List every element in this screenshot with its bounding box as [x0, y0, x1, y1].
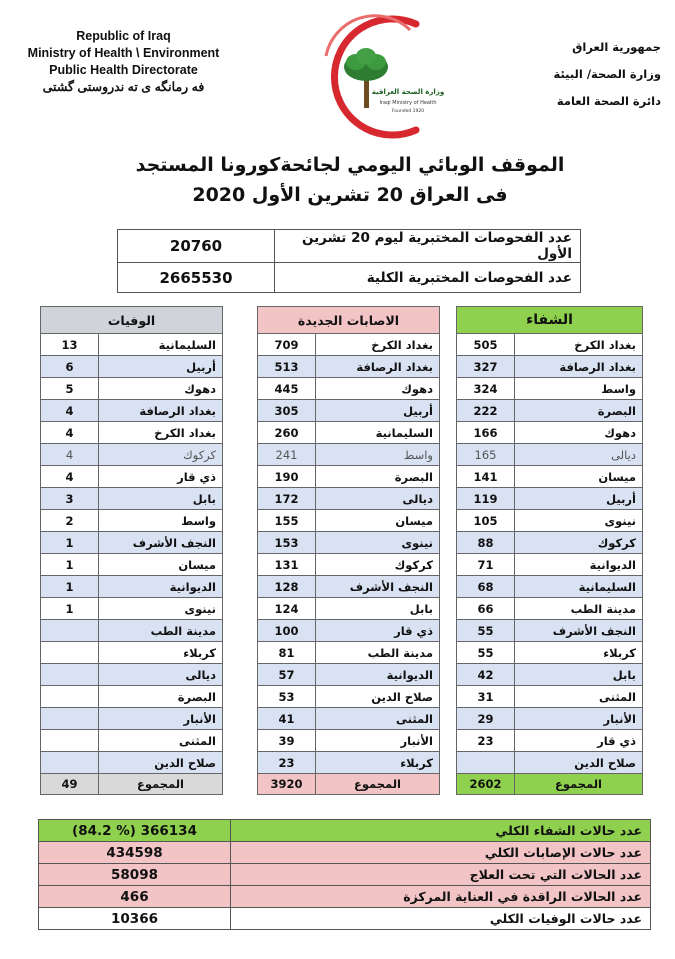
cases-count-cell: 41 — [258, 708, 316, 730]
summary-value: (84.2 %) 366134 — [39, 820, 231, 842]
table-row — [258, 642, 440, 664]
summary-label: عدد الحالات التي تحت العلاج — [231, 864, 651, 886]
recoveries-count-cell: 66 — [457, 598, 515, 620]
cases-count-cell: 131 — [258, 554, 316, 576]
deaths-province-cell: ذي قار — [99, 466, 223, 488]
cases-province-cell: كركوك — [316, 554, 440, 576]
tests-daily-value: 20760 — [118, 230, 275, 263]
recoveries-province-cell: الأنبار — [515, 708, 643, 730]
table-row — [41, 708, 223, 730]
summary-row — [39, 842, 651, 864]
cases-count-cell: 128 — [258, 576, 316, 598]
recoveries-province-cell: بغداد الرصافة — [515, 356, 643, 378]
deaths-count-cell: 1 — [41, 554, 99, 576]
new-cases-table — [257, 306, 440, 795]
table-row — [457, 422, 643, 444]
deaths-count-cell — [41, 620, 99, 642]
table-row — [258, 378, 440, 400]
cases-count-cell: 153 — [258, 532, 316, 554]
deaths-total-label: المجموع — [99, 774, 223, 795]
recoveries-province-cell: واسط — [515, 378, 643, 400]
logo-english-text: Iraqi Ministry of Health — [379, 100, 437, 106]
cases-count-cell: 305 — [258, 400, 316, 422]
deaths-province-cell: أربيل — [99, 356, 223, 378]
cases-header-row — [258, 307, 440, 334]
cases-province-cell: بغداد الكرخ — [316, 334, 440, 356]
recoveries-total-value: 2602 — [457, 774, 515, 795]
cases-province-cell: بغداد الرصافة — [316, 356, 440, 378]
recoveries-count-cell: 88 — [457, 532, 515, 554]
deaths-total-row — [41, 774, 223, 795]
table-row — [457, 664, 643, 686]
logo-arabic-text: وزارة الصحة العراقية — [371, 88, 445, 96]
deaths-province-cell: صلاح الدين — [99, 752, 223, 774]
table-row — [457, 510, 643, 532]
recoveries-count-cell: 71 — [457, 554, 515, 576]
table-row — [258, 466, 440, 488]
deaths-count-cell: 2 — [41, 510, 99, 532]
recoveries-province-cell: ديالى — [515, 444, 643, 466]
deaths-province-cell: دهوك — [99, 378, 223, 400]
table-row — [258, 598, 440, 620]
deaths-count-cell: 4 — [41, 400, 99, 422]
deaths-count-cell: 13 — [41, 334, 99, 356]
table-row — [258, 444, 440, 466]
recoveries-count-cell: 31 — [457, 686, 515, 708]
cases-total-label: المجموع — [316, 774, 440, 795]
deaths-province-cell: كربلاء — [99, 642, 223, 664]
recoveries-table — [456, 306, 643, 795]
table-row — [258, 554, 440, 576]
recoveries-province-cell: صلاح الدين — [515, 752, 643, 774]
report-title-line-2: فى العراق 20 تشرين الأول 2020 — [192, 184, 508, 206]
deaths-count-cell: 5 — [41, 378, 99, 400]
header-left — [6, 28, 241, 96]
cases-province-cell: نينوى — [316, 532, 440, 554]
table-row — [457, 708, 643, 730]
deaths-province-cell: البصرة — [99, 686, 223, 708]
recoveries-count-cell: 505 — [457, 334, 515, 356]
recoveries-count-cell: 222 — [457, 400, 515, 422]
deaths-total-value: 49 — [41, 774, 99, 795]
recoveries-count-cell: 29 — [457, 708, 515, 730]
header-right-line-2: وزارة الصحة/ البيئة — [553, 67, 661, 81]
recoveries-province-cell: دهوك — [515, 422, 643, 444]
header-right — [511, 34, 661, 115]
header-right-line-1: جمهورية العراق — [572, 40, 661, 54]
table-row — [41, 752, 223, 774]
table-row — [457, 532, 643, 554]
header-left-line-2: Ministry of Health \ Environment — [27, 46, 220, 60]
table-row — [258, 356, 440, 378]
table-row — [41, 598, 223, 620]
recoveries-province-cell: نينوى — [515, 510, 643, 532]
table-row — [41, 510, 223, 532]
recoveries-province-cell: بغداد الكرخ — [515, 334, 643, 356]
table-row — [457, 576, 643, 598]
deaths-province-cell: السليمانية — [99, 334, 223, 356]
deaths-province-cell: الأنبار — [99, 708, 223, 730]
summary-row — [39, 886, 651, 908]
cases-province-cell: البصرة — [316, 466, 440, 488]
table-row — [41, 334, 223, 356]
recoveries-count-cell: 324 — [457, 378, 515, 400]
table-row — [41, 356, 223, 378]
deaths-count-cell — [41, 752, 99, 774]
table-row — [41, 400, 223, 422]
tests-daily-label: عدد الفحوصات المختبرية ليوم 20 تشرين الأول — [275, 230, 581, 263]
summary-value: 466 — [39, 886, 231, 908]
deaths-province-cell: المثنى — [99, 730, 223, 752]
cases-province-cell: دهوك — [316, 378, 440, 400]
summary-row — [39, 820, 651, 842]
deaths-province-cell: النجف الأشرف — [99, 532, 223, 554]
table-row — [41, 466, 223, 488]
recoveries-province-cell: السليمانية — [515, 576, 643, 598]
cases-province-cell: النجف الأشرف — [316, 576, 440, 598]
deaths-count-cell: 3 — [41, 488, 99, 510]
cases-province-cell: واسط — [316, 444, 440, 466]
table-row — [258, 532, 440, 554]
cases-count-cell: 53 — [258, 686, 316, 708]
recoveries-province-cell: مدينة الطب — [515, 598, 643, 620]
recoveries-province-cell: كربلاء — [515, 642, 643, 664]
table-row — [41, 686, 223, 708]
report-title-line-1: الموقف الوبائي اليومي لجائحةكورونا المستجد — [135, 154, 565, 176]
cases-count-cell: 260 — [258, 422, 316, 444]
deaths-count-cell — [41, 708, 99, 730]
recoveries-count-cell: 105 — [457, 510, 515, 532]
recoveries-count-cell: 166 — [457, 422, 515, 444]
cases-province-cell: الديوانية — [316, 664, 440, 686]
recoveries-count-cell: 119 — [457, 488, 515, 510]
cases-count-cell: 709 — [258, 334, 316, 356]
header-right-line-3: دائرة الصحة العامة — [556, 94, 661, 108]
table-row — [41, 488, 223, 510]
cases-province-cell: ذي قار — [316, 620, 440, 642]
recoveries-province-cell: بابل — [515, 664, 643, 686]
header-left-line-4: فه رمانگه ى ته ندروستى گشتى — [42, 80, 205, 94]
recoveries-count-cell — [457, 752, 515, 774]
cases-count-cell: 124 — [258, 598, 316, 620]
header-left-line-3: Public Health Directorate — [49, 63, 198, 77]
deaths-table — [40, 306, 223, 795]
recoveries-province-cell: ميسان — [515, 466, 643, 488]
cases-count-cell: 155 — [258, 510, 316, 532]
ministry-logo — [298, 12, 448, 142]
ministry-logo-icon — [298, 12, 448, 142]
deaths-header-row — [41, 307, 223, 334]
cases-province-cell: أربيل — [316, 400, 440, 422]
recoveries-count-cell: 327 — [457, 356, 515, 378]
summary-value: 434598 — [39, 842, 231, 864]
tests-daily-row — [118, 230, 581, 263]
report-title — [120, 150, 580, 210]
table-row — [258, 708, 440, 730]
cases-province-cell: صلاح الدين — [316, 686, 440, 708]
cases-count-cell: 241 — [258, 444, 316, 466]
cases-count-cell: 57 — [258, 664, 316, 686]
table-row — [457, 400, 643, 422]
deaths-province-cell: الديوانية — [99, 576, 223, 598]
cases-count-cell: 100 — [258, 620, 316, 642]
cases-province-cell: ميسان — [316, 510, 440, 532]
table-row — [457, 752, 643, 774]
tests-total-label: عدد الفحوصات المختبرية الكلية — [275, 263, 581, 293]
tests-total-row — [118, 263, 581, 293]
recoveries-total-row — [457, 774, 643, 795]
cases-province-cell: بابل — [316, 598, 440, 620]
recoveries-province-cell: أربيل — [515, 488, 643, 510]
cases-total-value: 3920 — [258, 774, 316, 795]
cases-count-cell: 445 — [258, 378, 316, 400]
recoveries-header: الشفاء — [457, 307, 643, 334]
deaths-province-cell: واسط — [99, 510, 223, 532]
cases-province-cell: ديالى — [316, 488, 440, 510]
summary-label: عدد الحالات الراقدة في العناية المركزة — [231, 886, 651, 908]
table-row — [41, 620, 223, 642]
recoveries-header-row — [457, 307, 643, 334]
deaths-province-cell: كركوك — [99, 444, 223, 466]
cases-province-cell: كربلاء — [316, 752, 440, 774]
tests-total-value: 2665530 — [118, 263, 275, 293]
summary-row — [39, 864, 651, 886]
deaths-count-cell: 6 — [41, 356, 99, 378]
deaths-count-cell: 4 — [41, 444, 99, 466]
table-row — [457, 444, 643, 466]
table-row — [258, 664, 440, 686]
summary-label: عدد حالات الإصابات الكلي — [231, 842, 651, 864]
table-row — [258, 752, 440, 774]
deaths-province-cell: نينوى — [99, 598, 223, 620]
table-row — [258, 510, 440, 532]
summary-row — [39, 908, 651, 930]
table-row — [41, 444, 223, 466]
summary-value: 10366 — [39, 908, 231, 930]
cases-count-cell: 190 — [258, 466, 316, 488]
table-row — [41, 554, 223, 576]
recoveries-count-cell: 23 — [457, 730, 515, 752]
cases-province-cell: المثنى — [316, 708, 440, 730]
deaths-province-cell: بابل — [99, 488, 223, 510]
cases-province-cell: مدينة الطب — [316, 642, 440, 664]
table-row — [457, 466, 643, 488]
table-row — [258, 686, 440, 708]
summary-label: عدد حالات الوفيات الكلي — [231, 908, 651, 930]
table-row — [457, 598, 643, 620]
table-row — [457, 378, 643, 400]
recoveries-province-cell: النجف الأشرف — [515, 620, 643, 642]
deaths-header: الوفيات — [41, 307, 223, 334]
deaths-count-cell — [41, 664, 99, 686]
table-row — [258, 488, 440, 510]
deaths-count-cell — [41, 686, 99, 708]
table-row — [41, 642, 223, 664]
deaths-count-cell: 1 — [41, 576, 99, 598]
cases-count-cell: 23 — [258, 752, 316, 774]
table-row — [258, 620, 440, 642]
recoveries-province-cell: الديوانية — [515, 554, 643, 576]
table-row — [457, 686, 643, 708]
table-row — [41, 532, 223, 554]
deaths-count-cell: 1 — [41, 598, 99, 620]
recoveries-count-cell: 55 — [457, 642, 515, 664]
cases-count-cell: 172 — [258, 488, 316, 510]
summary-label: عدد حالات الشفاء الكلي — [231, 820, 651, 842]
recoveries-province-cell: ذي قار — [515, 730, 643, 752]
table-row — [258, 334, 440, 356]
deaths-count-cell — [41, 642, 99, 664]
table-row — [258, 400, 440, 422]
recoveries-province-cell: البصرة — [515, 400, 643, 422]
deaths-count-cell: 4 — [41, 466, 99, 488]
recoveries-count-cell: 165 — [457, 444, 515, 466]
cases-province-cell: الأنبار — [316, 730, 440, 752]
table-row — [258, 730, 440, 752]
table-row — [41, 730, 223, 752]
recoveries-count-cell: 68 — [457, 576, 515, 598]
table-row — [457, 356, 643, 378]
table-row — [41, 664, 223, 686]
deaths-province-cell: ميسان — [99, 554, 223, 576]
table-row — [41, 422, 223, 444]
deaths-count-cell: 4 — [41, 422, 99, 444]
table-row — [457, 488, 643, 510]
header-left-line-1: Republic of Iraq — [76, 29, 171, 43]
table-row — [457, 730, 643, 752]
recoveries-count-cell: 55 — [457, 620, 515, 642]
recoveries-province-cell: المثنى — [515, 686, 643, 708]
table-row — [457, 620, 643, 642]
deaths-count-cell: 1 — [41, 532, 99, 554]
table-row — [457, 642, 643, 664]
summary-value: 58098 — [39, 864, 231, 886]
table-row — [258, 422, 440, 444]
recoveries-total-label: المجموع — [515, 774, 643, 795]
cases-count-cell: 39 — [258, 730, 316, 752]
cases-total-row — [258, 774, 440, 795]
table-row — [457, 334, 643, 356]
table-row — [41, 576, 223, 598]
table-row — [41, 378, 223, 400]
recoveries-province-cell: كركوك — [515, 532, 643, 554]
deaths-province-cell: بغداد الرصافة — [99, 400, 223, 422]
logo-founded-text: Founded 1920 — [391, 109, 425, 114]
recoveries-count-cell: 42 — [457, 664, 515, 686]
cases-province-cell: السليمانية — [316, 422, 440, 444]
cases-count-cell: 81 — [258, 642, 316, 664]
deaths-province-cell: ديالى — [99, 664, 223, 686]
table-row — [457, 554, 643, 576]
table-row — [258, 576, 440, 598]
deaths-province-cell: بغداد الكرخ — [99, 422, 223, 444]
summary-table — [38, 819, 651, 930]
cases-header: الاصابات الجديدة — [258, 307, 440, 334]
cases-count-cell: 513 — [258, 356, 316, 378]
tests-table — [117, 229, 581, 293]
deaths-count-cell — [41, 730, 99, 752]
deaths-province-cell: مدينة الطب — [99, 620, 223, 642]
recoveries-count-cell: 141 — [457, 466, 515, 488]
